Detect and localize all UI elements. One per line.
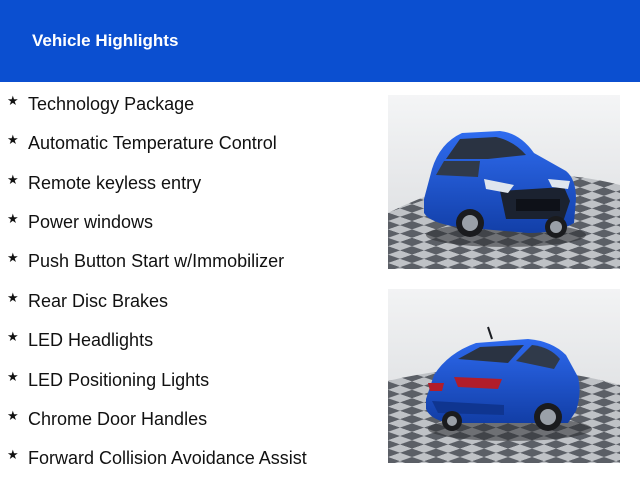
star-icon: ★ bbox=[7, 369, 19, 384]
vehicle-photo-rear[interactable] bbox=[388, 289, 620, 463]
header-banner bbox=[0, 0, 640, 82]
list-item bbox=[0, 83, 380, 123]
list-item bbox=[0, 240, 380, 280]
page-title: Vehicle Highlights bbox=[32, 31, 179, 50]
feature-label: LED Headlights bbox=[28, 330, 154, 350]
list-item bbox=[0, 319, 380, 359]
star-icon: ★ bbox=[7, 290, 19, 305]
feature-label: Remote keyless entry bbox=[28, 173, 202, 193]
list-item bbox=[0, 122, 380, 162]
star-icon: ★ bbox=[7, 250, 19, 265]
star-icon: ★ bbox=[7, 329, 19, 344]
list-item bbox=[0, 280, 380, 320]
star-icon: ★ bbox=[7, 211, 19, 226]
list-item bbox=[0, 162, 380, 202]
list-item bbox=[0, 201, 380, 241]
feature-label: LED Positioning Lights bbox=[28, 370, 210, 390]
star-icon: ★ bbox=[7, 93, 19, 108]
feature-label: Chrome Door Handles bbox=[28, 409, 208, 429]
star-icon: ★ bbox=[7, 132, 19, 147]
feature-label: Technology Package bbox=[28, 94, 195, 114]
list-item bbox=[0, 359, 380, 399]
car-front-image bbox=[388, 95, 620, 269]
feature-label: Forward Collision Avoidance Assist bbox=[28, 448, 307, 468]
feature-label: Rear Disc Brakes bbox=[28, 291, 169, 311]
star-icon: ★ bbox=[7, 447, 19, 462]
list-item bbox=[0, 398, 380, 438]
feature-label: Power windows bbox=[28, 212, 154, 232]
feature-label: Push Button Start w/Immobilizer bbox=[28, 251, 285, 271]
car-rear-image bbox=[388, 289, 620, 463]
vehicle-photo-front[interactable] bbox=[388, 95, 620, 269]
star-icon: ★ bbox=[7, 172, 19, 187]
star-icon: ★ bbox=[7, 408, 19, 423]
feature-label: Automatic Temperature Control bbox=[28, 133, 277, 153]
list-item bbox=[0, 437, 380, 477]
